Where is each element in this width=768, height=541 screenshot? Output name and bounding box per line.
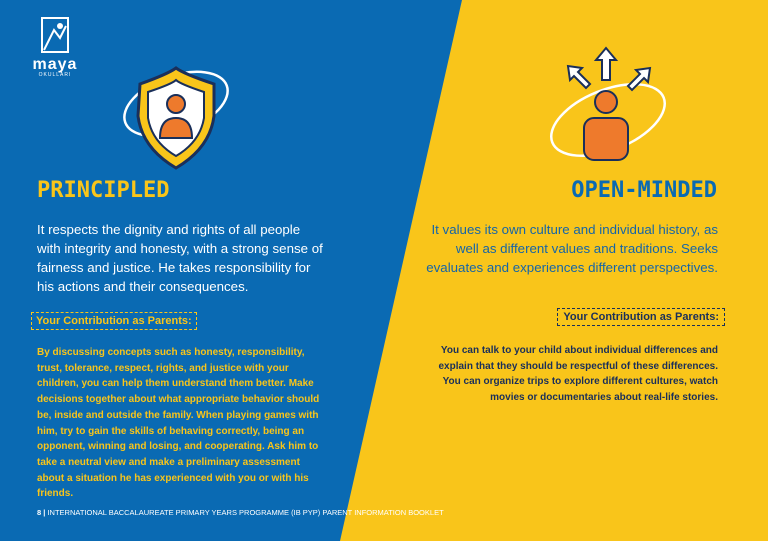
person-arrows-icon <box>540 46 680 176</box>
open-minded-contribution-label: Your Contribution as Parents: <box>557 308 725 326</box>
footer-separator: | <box>43 508 46 517</box>
principled-description: It respects the dignity and rights of all people with integrity and honesty, with a strong sense of fairness and justice. He takes responsibility for his actions and their consequences. <box>37 222 323 294</box>
principled-contribution-text: By discussing concepts such as honesty, responsibility, trust, tolerance, respect, rights, and justice with your children, you can help them understand them better. Make decisions together about what appropriate behavior should be, inside and outside the family. When playing games with him, try to gain the skills of behaving correctly, being an opponent, winning and losing, and cooperating. Ask him to take a neutral view and make a preliminary assessment about a situation he has experienced with you or with his friends. <box>37 347 320 500</box>
logo-subtitle: OKULLARI <box>38 72 72 78</box>
principled-contribution-label: Your Contribution as Parents: <box>31 312 197 330</box>
shield-person-icon <box>118 56 238 176</box>
page-number: 8 <box>37 508 42 517</box>
open-minded-description: It values its own culture and individual history, as well as different values and traditions. Seeks evaluates and experiences different perspectives. <box>426 222 718 275</box>
logo-name: maya <box>32 56 78 73</box>
footer-text: INTERNATIONAL BACCALAUREATE PRIMARY YEARS PROGRAMME (IB PYP) PARENT INFORMATION BOOKLET <box>47 508 444 517</box>
page-footer <box>37 508 444 517</box>
open-minded-heading: OPEN-MINDED <box>571 178 717 203</box>
principled-heading: PRINCIPLED <box>37 178 170 203</box>
open-minded-contribution-text: You can talk to your child about individual differences and explain that they should be respectful of these differences. You can organize trips to explore different cultures, watch movies or documentaries about real-life stories. <box>438 345 718 404</box>
